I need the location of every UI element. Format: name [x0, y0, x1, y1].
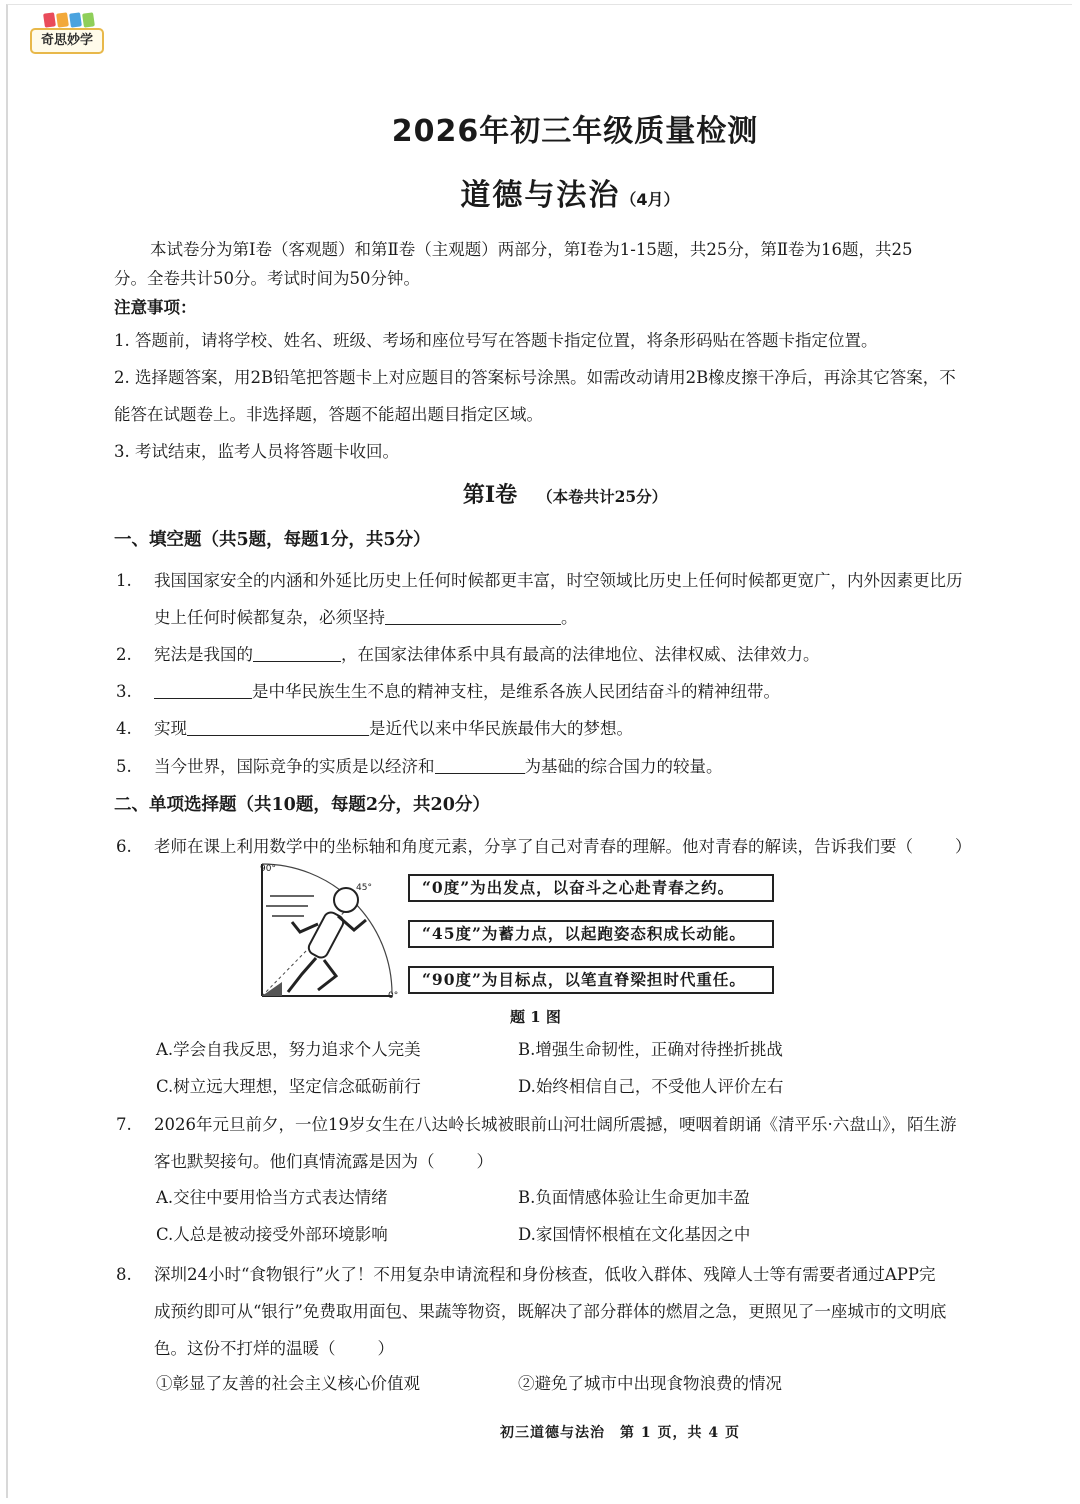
question-6-paren-close: ）	[955, 837, 972, 856]
question-7-line-1: 2026年元旦前夕，一位19岁女生在八达岭长城被眼前山河壮阔所震撼，哽咽着朗诵《清平乐·六盘山》，陌生游	[154, 1115, 957, 1134]
notice-item-2-line-2: 能答在试题卷上。非选择题，答题不能超出题目指定区域。	[114, 405, 543, 424]
section-1-title: 第Ⅰ卷	[462, 482, 518, 508]
question-7-line-2	[154, 1143, 1044, 1180]
question-7	[114, 1106, 1044, 1180]
notice-item-3: 3. 考试结束，监考人员将答题卡收回。	[114, 442, 399, 461]
question-5-post: 为基础的综合国力的较量。	[524, 757, 723, 776]
notice-item-1: 1. 答题前，请将学校、姓名、班级、考场和座位号写在答题卡指定位置，将条形码贴在答题卡指定位置。	[114, 331, 878, 350]
question-1-line-2	[154, 599, 1044, 636]
question-2-post: ，在国家法律体系中具有最高的法律地位、法律权威、法律效力。	[341, 645, 820, 664]
question-number: 8.	[116, 1265, 132, 1284]
question-6	[114, 828, 1044, 865]
answer-blank	[187, 715, 369, 736]
part-1-heading: 一、填空题（共5题，每题1分，共5分）	[114, 530, 431, 550]
question-7-option-a: A.交往中要用恰当方式表达情绪	[156, 1188, 388, 1207]
question-1-text: 史上任何时候都复杂，必须坚持	[154, 608, 385, 627]
question-2-pre: 宪法是我国的	[154, 645, 253, 664]
question-3	[114, 673, 1044, 710]
section-1-score: （本卷共计25分）	[537, 487, 668, 506]
question-1-line-1: 我国国家安全的内涵和外延比历史上任何时候都更丰富，时空领域比历史上任何时候都更宽广，内外因素更比历	[154, 571, 963, 590]
question-number: 1.	[116, 571, 132, 590]
question-6-option-c: C.树立远大理想，坚定信念砥砺前行	[156, 1077, 421, 1096]
question-4	[114, 710, 1044, 747]
question-8-option-2: ②避免了城市中出现食物浪费的情况	[518, 1374, 782, 1393]
question-8-line-2: 成预约即可从“银行”免费取用面包、果蔬等物资，既解决了部分群体的燃眉之急，更照见了一座城市的文明底	[154, 1302, 947, 1321]
section-1-heading	[0, 478, 1080, 509]
question-8-option-1: ①彰显了友善的社会主义核心价值观	[156, 1374, 420, 1393]
question-7-option-d: D.家国情怀根植在文化基因之中	[518, 1225, 751, 1244]
question-8-line-3	[154, 1330, 1044, 1367]
question-6-stem: 老师在课上利用数学中的坐标轴和角度元素，分享了自己对青春的理解。他对青春的解读，告诉我们要（	[154, 837, 913, 856]
figure-box-3: “90度”为目标点，以笔直脊梁担时代重任。	[408, 966, 774, 994]
figure-box-2: “45度”为蓄力点，以起跑姿态积成长动能。	[408, 920, 774, 948]
runner-diagram	[258, 862, 418, 1002]
question-number: 2.	[116, 645, 132, 664]
question-8-text: 色。这份不打烊的温暖（	[154, 1339, 336, 1358]
page-footer: 初三道德与法治 第 1 页，共 4 页	[500, 1425, 740, 1441]
question-1-end: 。	[561, 608, 578, 627]
question-7-option-b: B.负面情感体验让生命更加丰盈	[518, 1188, 750, 1207]
brand-logo	[30, 12, 106, 56]
answer-blank	[385, 604, 561, 625]
question-number: 5.	[116, 757, 132, 776]
angle-marker-icon	[262, 982, 282, 996]
logo-block-4	[82, 12, 95, 27]
label-90: 90°	[260, 864, 276, 874]
logo-block-2	[56, 12, 69, 27]
runner-leg-icon	[318, 960, 336, 990]
notice-item-2-line-1: 2. 选择题答案，用2B铅笔把答题卡上对应题目的答案标号涂黑。如需改动请用2B橡皮擦干净后，再涂其它答案，不	[114, 368, 956, 387]
question-4-post: 是近代以来中华民族最伟大的梦想。	[369, 719, 633, 738]
answer-blank	[253, 641, 341, 662]
figure-caption: 题 1 图	[510, 1008, 561, 1026]
question-6-option-b: B.增强生命韧性，正确对待挫折挑战	[518, 1040, 783, 1059]
subject-title	[0, 176, 1080, 220]
part-2-heading: 二、单项选择题（共10题，每题2分，共20分）	[114, 795, 490, 815]
answer-blank	[435, 753, 525, 774]
question-7-paren-close: ）	[476, 1152, 493, 1171]
notice-heading: 注意事项：	[114, 298, 197, 317]
logo-text: 奇思妙学	[30, 28, 104, 54]
question-7-text: 客也默契接句。他们真情流露是因为（	[154, 1152, 435, 1171]
logo-block-1	[43, 12, 56, 27]
question-5-pre: 当今世界，国际竞争的实质是以经济和	[154, 757, 435, 776]
runner-leg-icon	[288, 958, 316, 992]
question-number: 3.	[116, 682, 132, 701]
runner-arm-icon	[292, 922, 318, 932]
figure-box-1: “0度”为出发点，以奋斗之心赴青春之约。	[408, 874, 774, 902]
question-3-post: 是中华民族生生不息的精神支柱，是维系各族人民团结奋斗的精神纽带。	[252, 682, 780, 701]
exam-title: 2026年初三年级质量检测	[391, 114, 759, 149]
question-number: 4.	[116, 719, 132, 738]
label-0: 0°	[388, 991, 399, 1001]
intro-line-2: 分。全卷共计50分。考试时间为50分钟。	[114, 269, 420, 288]
question-8-line-1: 深圳24小时“食物银行”火了！不用复杂申请流程和身份核查，低收入群体、残障人士等有需要者通过APP完	[154, 1265, 936, 1284]
answer-blank	[154, 678, 252, 699]
question-8	[114, 1256, 1044, 1367]
question-8-paren-close: ）	[377, 1339, 394, 1358]
intro-line-1: 本试卷分为第Ⅰ卷（客观题）和第Ⅱ卷（主观题）两部分，第Ⅰ卷为1-15题，共25分，第Ⅱ卷为16题，共25	[150, 240, 913, 259]
question-5	[114, 748, 1044, 785]
logo-block-3	[69, 12, 82, 27]
question-6-figure	[258, 862, 778, 1002]
question-7-option-c: C.人总是被动接受外部环境影响	[156, 1225, 388, 1244]
question-number: 7.	[116, 1115, 132, 1134]
question-4-pre: 实现	[154, 719, 187, 738]
question-2	[114, 636, 1044, 673]
subject-name: 道德与法治	[460, 178, 621, 213]
question-number: 6.	[116, 837, 132, 856]
subject-month: （4月）	[620, 190, 680, 209]
question-6-option-d: D.始终相信自己，不受他人评价左右	[518, 1077, 784, 1096]
question-1	[114, 562, 1044, 636]
runner-head-icon	[334, 888, 358, 912]
label-45: 45°	[356, 883, 372, 893]
question-6-option-a: A.学会自我反思，努力追求个人完美	[156, 1040, 421, 1059]
